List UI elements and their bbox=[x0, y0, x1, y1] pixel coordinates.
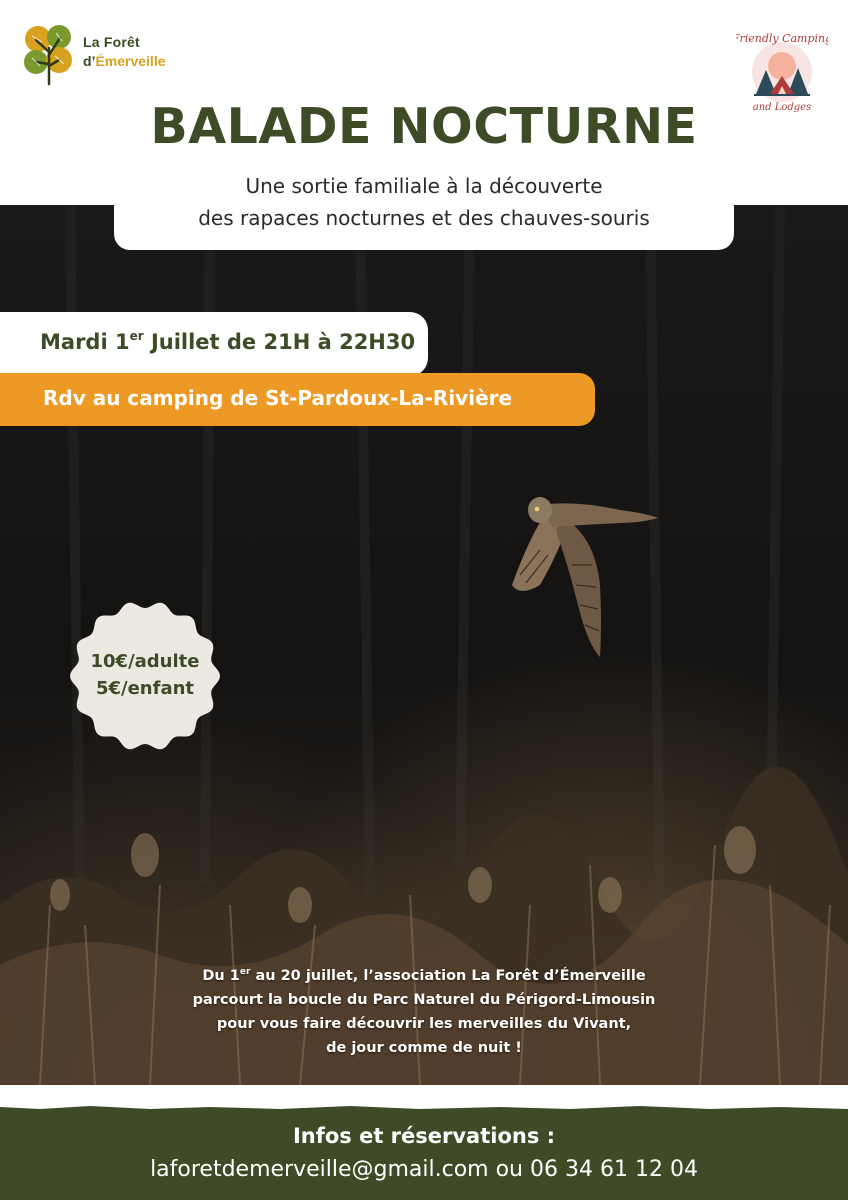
price-adult: 10€/adulte bbox=[90, 651, 200, 672]
description-superscript: er bbox=[239, 967, 251, 977]
camping-logo-line1: Friendly Camping bbox=[736, 32, 828, 45]
event-date bbox=[40, 329, 415, 354]
subtitle-line1: Une sortie familiale à la découverte bbox=[245, 174, 603, 198]
la-foret-emerveille-logo bbox=[22, 22, 167, 88]
contact-footer bbox=[0, 1110, 848, 1200]
meeting-point: Rdv au camping de St-Pardoux-La-Rivière bbox=[43, 386, 513, 410]
badge-shape bbox=[70, 603, 220, 749]
price-child: 5€/enfant bbox=[95, 678, 195, 699]
poster-title: BALADE NOCTURNE bbox=[150, 98, 698, 155]
contact-details[interactable]: laforetdemerveille@gmail.com ou 06 34 61 12 04 bbox=[150, 1157, 698, 1182]
price-badge bbox=[69, 600, 221, 752]
description-line1-suffix: au 20 juillet, l’association La Forêt d’Émerveille bbox=[250, 968, 646, 984]
subtitle-line2: des rapaces nocturnes et des chauves-souris bbox=[198, 206, 650, 230]
date-prefix: Mardi 1 bbox=[40, 330, 130, 354]
date-suffix: Juillet de 21H à 22H30 bbox=[143, 330, 416, 354]
description-line3: pour vous faire découvrir les merveilles du Vivant, bbox=[216, 1016, 632, 1032]
event-description bbox=[150, 960, 698, 1060]
logo-text-prefix: d’ bbox=[83, 53, 96, 69]
forest-logo-icon bbox=[22, 22, 76, 86]
meeting-point-banner bbox=[0, 373, 595, 426]
logo-text-line2 bbox=[83, 53, 166, 69]
torn-edge-strip bbox=[0, 1085, 848, 1110]
subtitle-box bbox=[114, 166, 734, 250]
description-line4: de jour comme de nuit ! bbox=[326, 1040, 522, 1056]
date-superscript: er bbox=[129, 329, 144, 343]
contact-heading: Infos et réservations : bbox=[292, 1124, 556, 1148]
logo-text-line1: La Forêt bbox=[83, 34, 140, 50]
logo-text-accent: Émerveille bbox=[95, 53, 166, 69]
scalloped-badge bbox=[69, 600, 221, 752]
description-line2: parcourt la boucle du Parc Naturel du Périgord-Limousin bbox=[192, 992, 656, 1008]
description-line1-prefix: Du 1 bbox=[202, 968, 240, 984]
date-banner bbox=[0, 312, 428, 376]
camping-logo-line2: and Lodges bbox=[752, 102, 812, 113]
description-line1 bbox=[150, 960, 698, 988]
